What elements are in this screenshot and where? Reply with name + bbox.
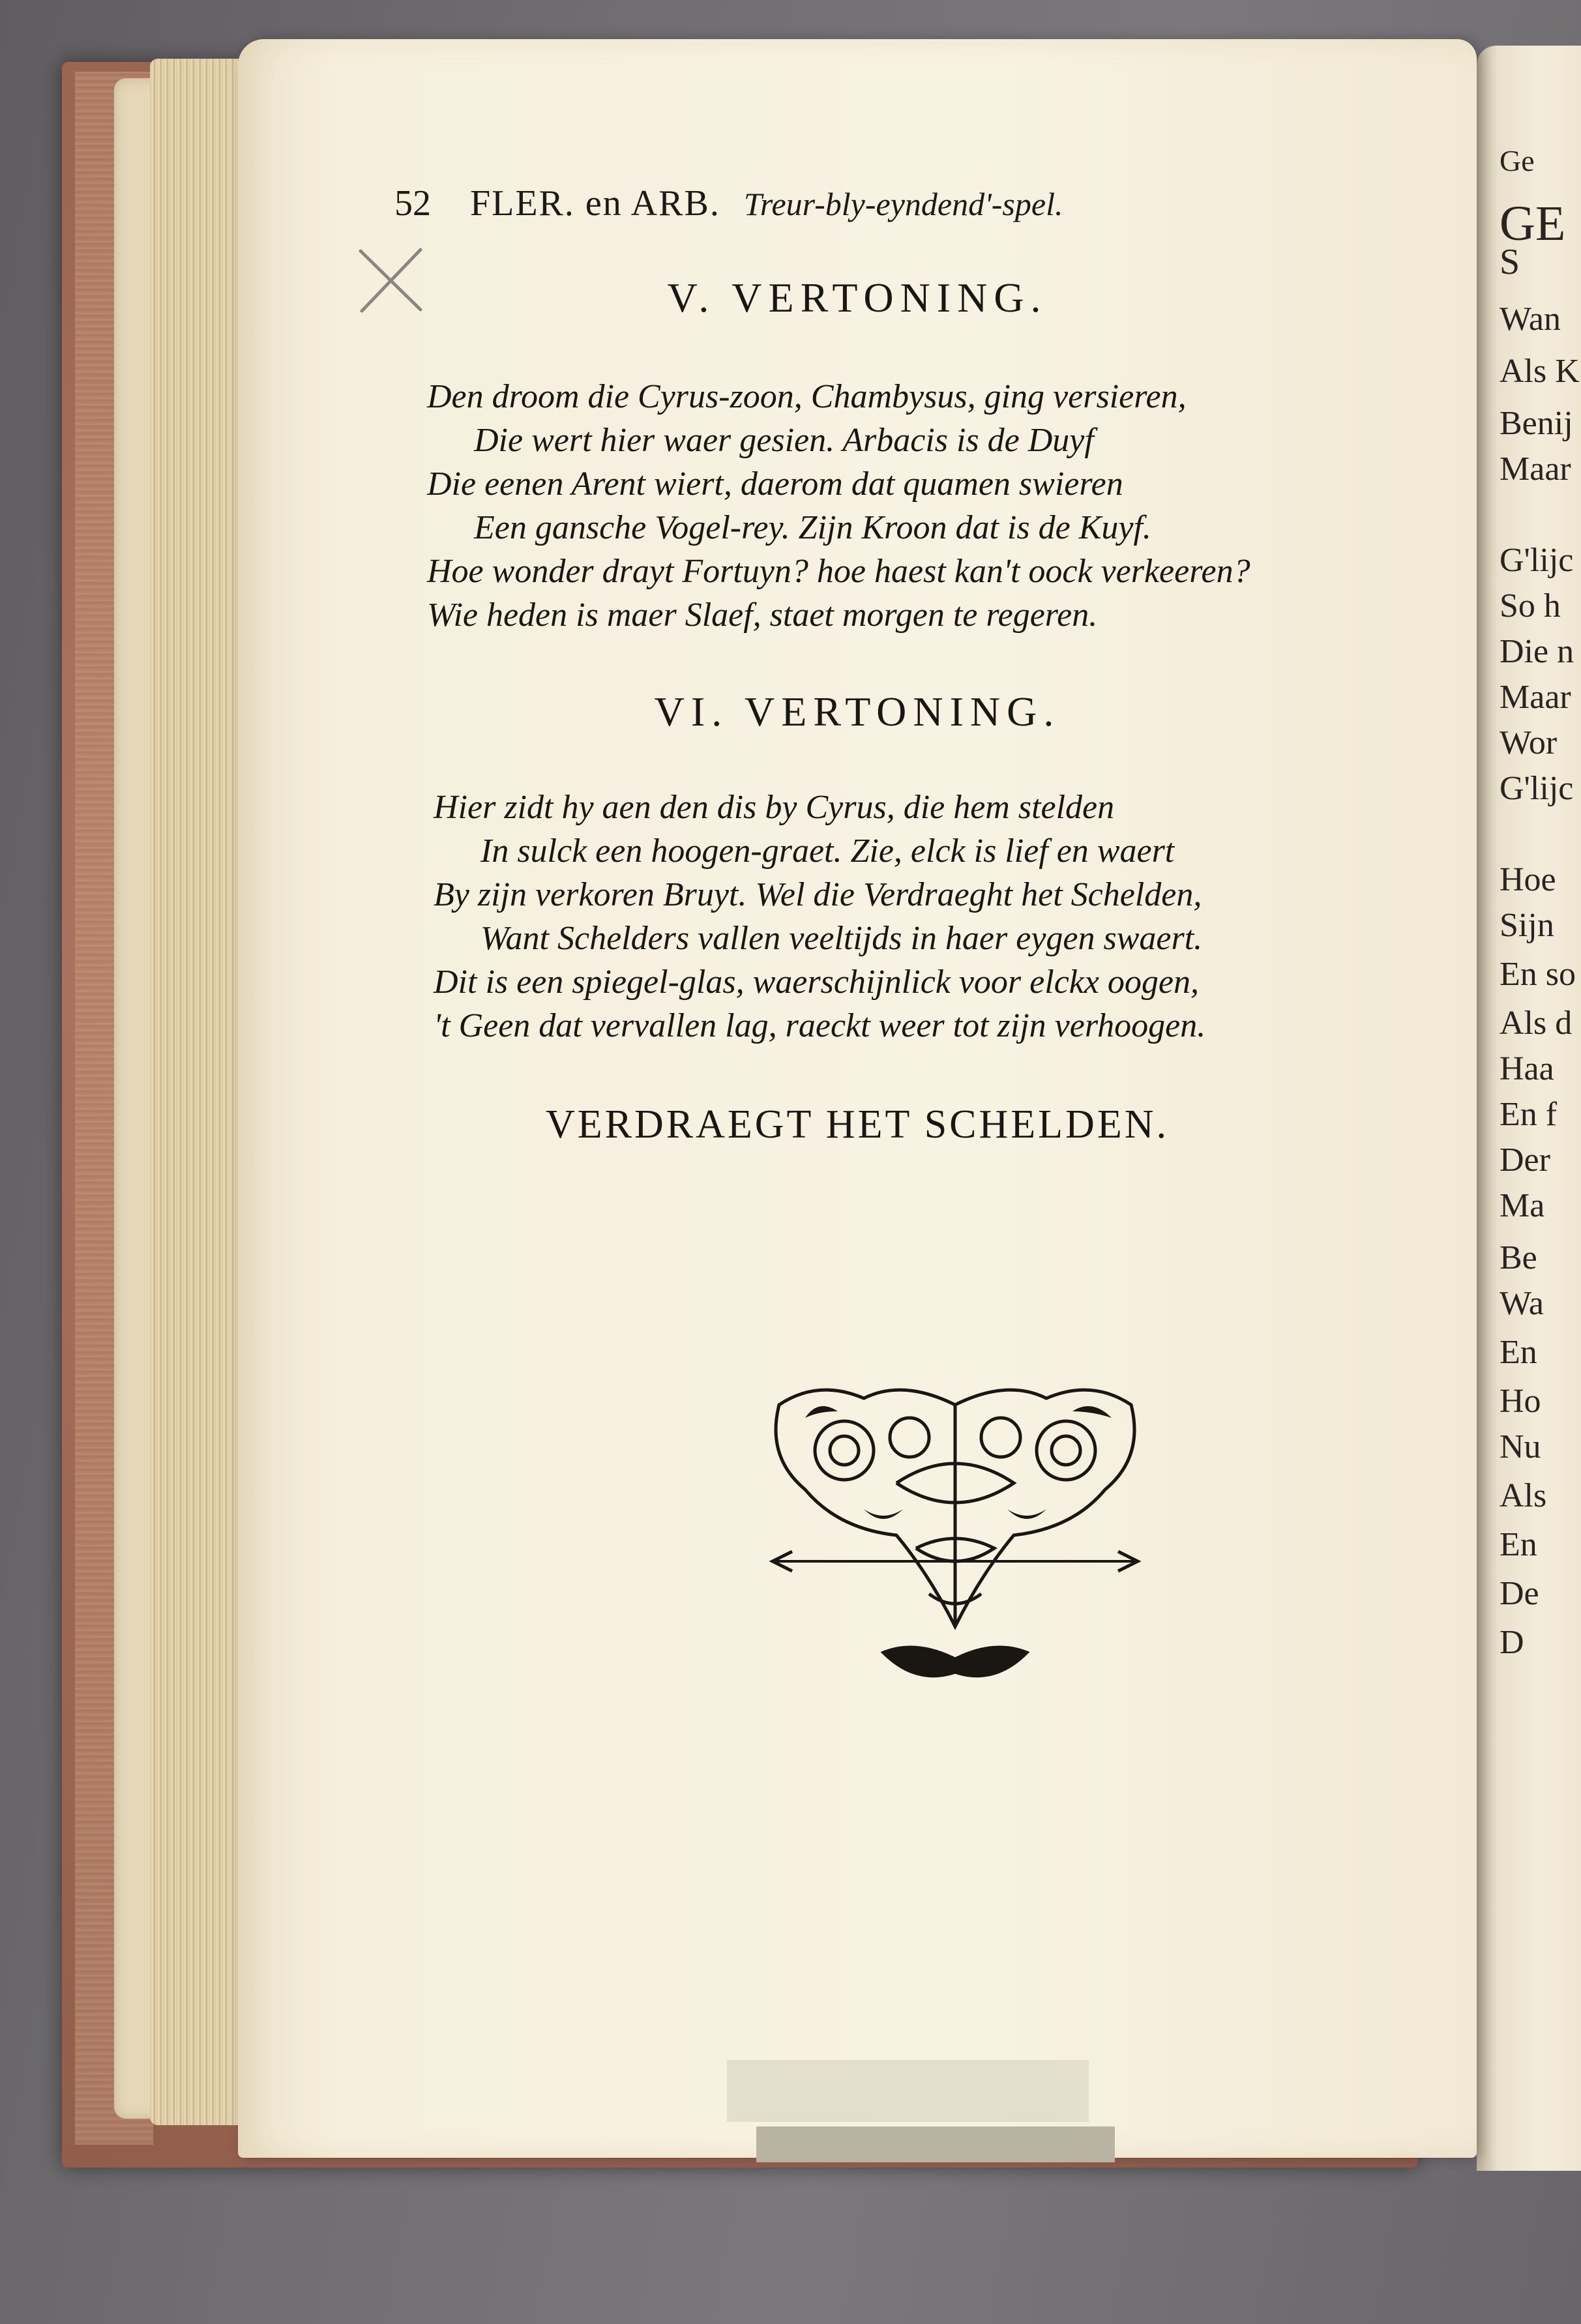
right-page-fragment: En f — [1500, 1096, 1558, 1133]
right-page-fragment: Maar — [1500, 679, 1571, 716]
right-page-fragment: En — [1500, 1334, 1537, 1371]
right-page-fragment: Wan — [1500, 301, 1561, 338]
verse-line: By zijn verkoren Bruyt. Wel die Verdraeght het Schelden, — [434, 876, 1202, 913]
verse-line: Want Schelders vallen veeltijds in haer eygen swaert. — [480, 920, 1203, 957]
right-page-fragment: Die n — [1500, 633, 1574, 670]
right-page-fragment: Benij — [1500, 405, 1573, 442]
tape-strip-lower — [756, 2126, 1115, 2162]
page-number: 52 — [394, 183, 431, 224]
right-page-fragment: Sijn — [1500, 907, 1554, 944]
header-subtitle: Treur-bly-eyndend'-spel. — [743, 186, 1063, 222]
section-heading-5: V. VERTONING. — [667, 274, 1048, 321]
verse-line: In sulck een hoogen-graet. Zie, elck is lief en waert — [480, 832, 1175, 870]
right-page-fragment: Ma — [1500, 1187, 1545, 1224]
right-page — [1477, 46, 1581, 2171]
right-page-fragment: Als K — [1500, 353, 1580, 390]
section-heading-6: VI. VERTONING. — [654, 688, 1061, 735]
printers-ornament — [766, 1379, 1144, 1705]
right-page-fragment: Wa — [1500, 1285, 1544, 1322]
right-page-fragment: So h — [1500, 587, 1561, 625]
verse-line: Hoe wonder drayt Fortuyn? hoe haest kan't oock verkeeren? — [427, 553, 1250, 590]
right-page-fragment: Als — [1500, 1477, 1547, 1514]
right-page-fragment: En — [1500, 1526, 1537, 1563]
right-page-fragment: Maar — [1500, 450, 1571, 488]
right-page-fragment: G'lijc — [1500, 542, 1574, 579]
verse-5 — [427, 375, 1250, 637]
verse-line: Hier zidt hy aen den dis by Cyrus, die hem stelden — [434, 789, 1115, 826]
right-page-fragment: Wor — [1500, 724, 1558, 761]
right-page-fragment: Haa — [1500, 1050, 1554, 1087]
verse-line: Den droom die Cyrus-zoon, Chambysus, ging versieren, — [427, 378, 1187, 415]
right-page-fragment: Als d — [1500, 1005, 1573, 1042]
right-page-fragment: Hoe — [1500, 861, 1556, 898]
running-header — [394, 183, 1359, 224]
right-page-fragment: Der — [1500, 1141, 1550, 1179]
right-page-fragment: Ho — [1500, 1383, 1541, 1420]
right-page-fragment: De — [1500, 1575, 1539, 1612]
left-page — [238, 39, 1477, 2158]
verse-line: Wie heden is maer Slaef, staet morgen te regeren. — [427, 596, 1098, 634]
right-page-fragment: En so — [1500, 956, 1576, 993]
tape-strip — [727, 2060, 1089, 2122]
motto: VERDRAEGT HET SCHELDEN. — [546, 1102, 1169, 1147]
right-page-fragment: S — [1500, 242, 1520, 282]
right-page-fragment: GE — [1500, 196, 1566, 251]
verse-6 — [434, 786, 1205, 1048]
right-page-fragment: Nu — [1500, 1428, 1541, 1465]
right-page-fragment: Be — [1500, 1239, 1537, 1276]
right-page-fragment: Ge — [1500, 144, 1535, 177]
right-page-fragment: D — [1500, 1624, 1524, 1661]
verse-line: Een gansche Vogel-rey. Zijn Kroon dat is de Kuyf. — [474, 509, 1151, 546]
verse-line: Dit is een spiegel-glas, waerschijnlick voor elckx oogen, — [434, 963, 1200, 1001]
verse-line: Die wert hier waer gesien. Arbacis is de Duyf — [474, 422, 1094, 459]
header-title: FLER. en ARB. — [470, 183, 720, 224]
verse-line: 't Geen dat vervallen lag, raeckt weer tot zijn verhoogen. — [434, 1007, 1206, 1044]
verse-line: Die eenen Arent wiert, daerom dat quamen swieren — [427, 465, 1123, 503]
right-page-fragment: G'lijc — [1500, 770, 1574, 807]
